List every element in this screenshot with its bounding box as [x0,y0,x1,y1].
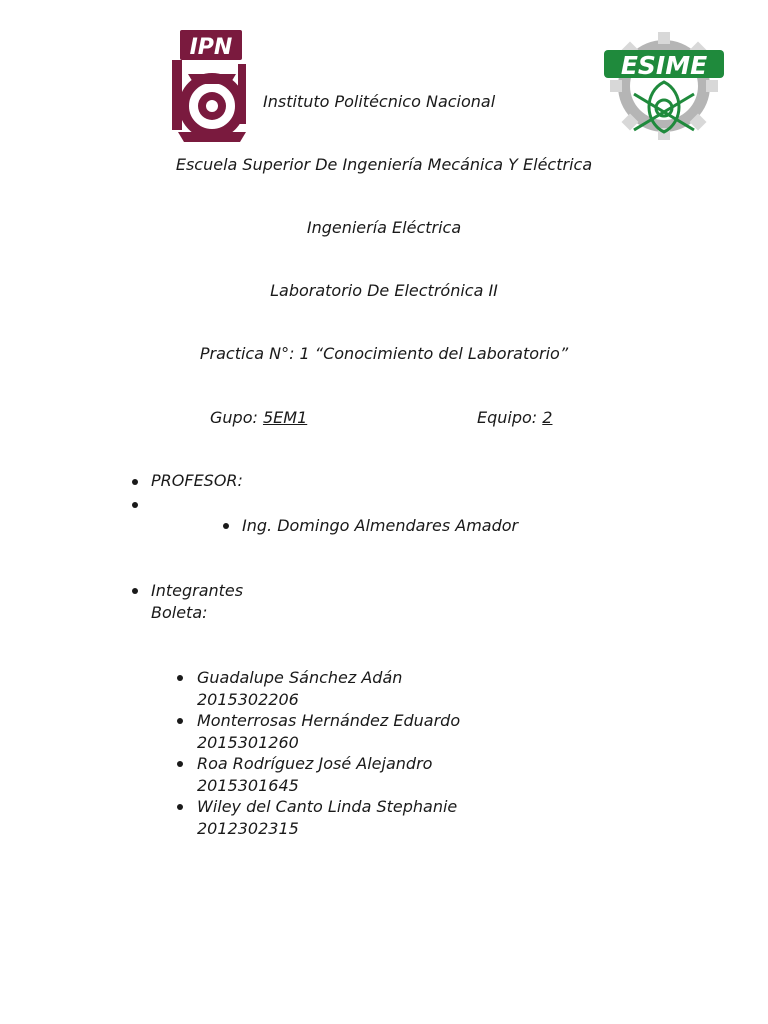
team-value: 2 [542,408,553,427]
member-name: Roa Rodríguez José Alejandro [197,754,433,773]
group-label: Gupo: [210,408,263,427]
lab-name: Laboratorio De Electrónica II [270,281,498,300]
member-name: Wiley del Canto Linda Stephanie [197,797,458,816]
member-id: 2015301260 [197,733,299,752]
professor-label: PROFESOR: [151,471,243,490]
members-label: Integrantes [151,581,244,600]
ipn-logo [168,28,250,146]
svg-text:ESIME: ESIME [620,51,708,80]
member-id: 2015302206 [197,690,299,709]
institute-name: Instituto Politécnico Nacional [263,92,496,111]
group-line [210,407,307,429]
bullet [223,523,229,529]
bullet [177,675,183,681]
members-sublabel: Boleta: [151,603,208,622]
bullet [132,588,138,594]
team-label: Equipo: [477,408,543,427]
bullet [132,479,138,485]
bullet [177,804,183,810]
member-name: Guadalupe Sánchez Adán [197,668,403,687]
bullet [132,502,138,508]
bullet [177,718,183,724]
career-name: Ingeniería Eléctrica [306,218,462,237]
esime-logo [604,32,724,140]
bullet [177,761,183,767]
svg-text:IPN: IPN [189,35,233,60]
professor-name: Ing. Domingo Almendares Amador [242,516,519,535]
member-name: Monterrosas Hernández Eduardo [197,711,461,730]
practice-title: Practica N°: 1 “Conocimiento del Laboratorio” [199,344,569,363]
group-value: 5EM1 [262,408,308,427]
school-name: Escuela Superior De Ingeniería Mecánica Y Eléctrica [175,155,593,174]
member-id: 2012302315 [197,819,299,838]
member-id: 2015301645 [197,776,299,795]
team-line [477,407,552,429]
